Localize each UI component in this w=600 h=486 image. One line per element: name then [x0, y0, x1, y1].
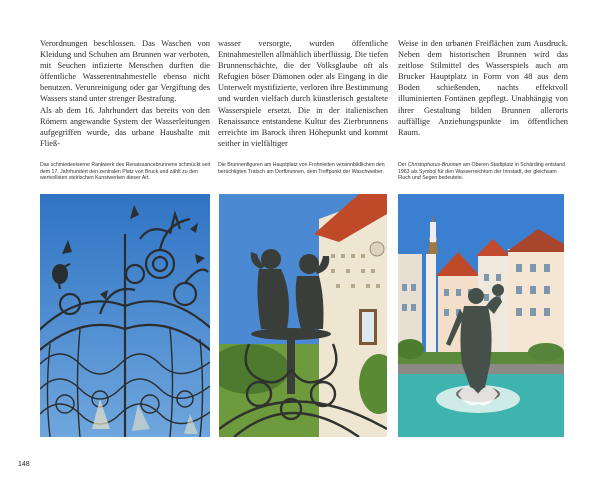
photo-wrought-iron-fountain: [40, 194, 210, 437]
text-column-3: [398, 38, 568, 138]
text-column-2: [218, 38, 388, 149]
photo-caption-3: [398, 162, 570, 182]
paragraph: Weise in den urbanen Freiflächen zum Ausdruck. Neben dem historischen Brunnen wird das zeitlose Stilmittel des Wasserspiels auch am Brucker Hauptplatz in Form von 48 aus dem Boden schießenden, nachts effektvoll illuminierten Fontänen gepflegt. Unabhängig von ihrer Gestaltung bilden Brunnen allerorts auffällige Anziehungspunkte im öffentlichen Raum.: [398, 39, 568, 137]
caption-text: Die Brunnenfiguren am Hauptplatz von Frohnleiten versinnbildlichen den berüchtigten Tratsch am Dorfbrunnen, dem Treffpunkt der Waschweiber.: [218, 162, 385, 175]
photo-caption-1: [40, 162, 212, 182]
caption-text: Der: [398, 162, 408, 168]
text-column-1: [40, 38, 210, 149]
page-number: 148: [18, 461, 30, 468]
photo-fountain-figures: [219, 194, 387, 437]
photo-christophorus-fountain: [398, 194, 564, 437]
paragraph: Verordnungen beschlossen. Das Waschen von Kleidung und Schuhen am Brunnen war verboten, mit Seuchen infizierte Menschen durften die öffentliche Wasserentnahmestelle ebenso nicht benutzen. Verunreinigung oder gar Vergiftung des Wassers stand unter strenger Bestrafung.: [40, 39, 210, 104]
caption-text: am Oberen Stadtplatz in Schärding entstand 1963 als Symbol für den Wasserreichtum der Innstadt, der gleichsam Fluch und Segen bedeutete.: [398, 162, 565, 182]
photo-caption-2: [218, 162, 390, 175]
paragraph: Als ab dem 16. Jahrhundert das bereits von den Römern angewandte System der Wasserleitungen aufgegriffen wurde, das urbane Haushalte mit Fließ-: [40, 105, 210, 148]
caption-text: Das schmiedeeiserne Rankwerk des Renaissancebrunnens schmückt seit dem 17. Jahrhundert den zentralen Platz von Bruck und zählt zu den wertvollsten steirischen Kunstwerken dieser Art.: [40, 162, 211, 182]
caption-emphasis: Christophorus-Brunnen: [407, 162, 462, 168]
paragraph: wasser versorgte, wurden öffentliche Entnahmestellen allmählich überflüssig. Die tiefen Brunnenschächte, die der Volksglaube oft als Refugien böser Dämonen oder als Eingang in die Unterwelt mystifizierte, verloren ihre Bestimmung und wurden vielfach durch künstlerisch gestaltete Wasserspiele ersetzt. Die in der italienischen Renaissance entstandene Kultur des Zierbrunnens erreichte im Barock ihren Höhepunkt und kommt seither in vielfältiger: [218, 39, 389, 148]
